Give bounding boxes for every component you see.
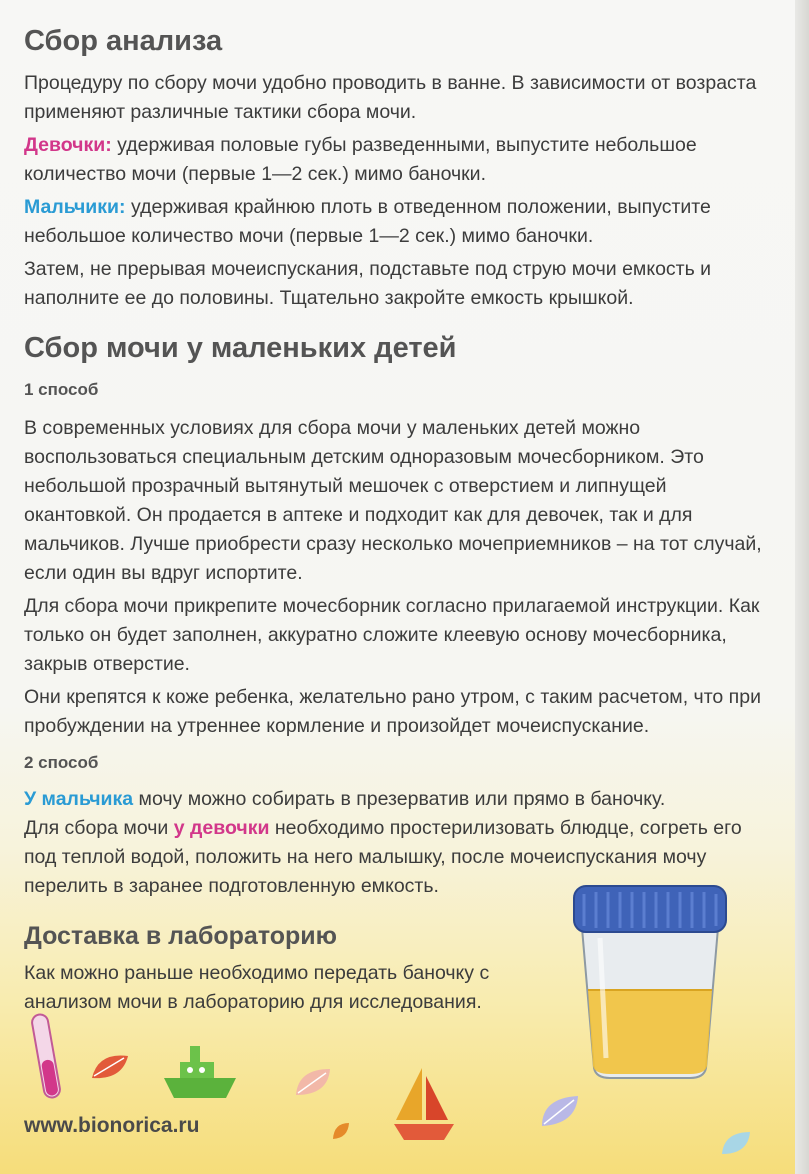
girls-label: Девочки:: [24, 133, 112, 156]
closing-paragraph: Затем, не прерывая мочеиспускания, подставьте под струю мочи емкость и наполните ее до половины. Тщательно закройте емкость крышкой.: [24, 257, 712, 309]
boy-text: мочу можно собирать в презерватив или прямо в баночку.: [133, 787, 666, 810]
specimen-jar-icon: [560, 878, 740, 1088]
method1-paragraph-3: Они крепятся к коже ребенка, желательно рано утром, с таким расчетом, что при пробуждении на утреннее кормление и произойдет мочеиспускание.: [24, 685, 761, 737]
section-title-delivery: Доставка в лабораторию: [24, 921, 338, 950]
content: [24, 24, 774, 1017]
leaf-icon: [292, 1065, 334, 1101]
girl-label: у девочки: [173, 816, 270, 839]
girls-text: удерживая половые губы разведенными, выпустите небольшое количество мочи (первые 1—2 сек.) мимо баночки.: [24, 133, 697, 185]
leaf-icon: [718, 1128, 754, 1158]
leaf-icon: [538, 1092, 582, 1132]
girls-paragraph: [24, 131, 774, 189]
delivery-paragraph: Как можно раньше необходимо передать баночку с анализом мочи в лабораторию для исследования.: [24, 961, 490, 1013]
section-title-collection: Сбор анализа: [24, 25, 223, 57]
method1-paragraph-1: В современных условиях для сбора мочи у маленьких детей можно воспользоваться специальным детским одноразовым мочесборником. Это небольшой прозрачный вытянутый мешочек с отверстием и липнущей окантовкой. Он продается в аптеке и подходит как для девочек, так и для мальчиков. Лучше приобрести сразу несколько мочеприемников – на тот случай, если один вы вдруг испортите.: [24, 416, 762, 584]
method1-paragraph-2: Для сбора мочи прикрепите мочесборник согласно прилагаемой инструкции. Как только он будет заполнен, аккуратно сложите клеевую основу мочесборника, закрыв отверстие.: [24, 594, 760, 675]
girl-text: необходимо простерилизовать блюдце, согреть его под теплой водой, положить на него малышку, после мочеиспускания мочу перелить в заранее подготовленную емкость.: [24, 816, 742, 897]
boys-label: Мальчики:: [24, 195, 126, 218]
method2-title: 2 способ: [24, 752, 99, 772]
leaf-icon: [88, 1050, 132, 1084]
footer-url[interactable]: www.bionorica.ru: [24, 1114, 200, 1137]
boy-label: У мальчика: [24, 787, 134, 810]
sailboat-icon: [388, 1062, 458, 1146]
method1-title: 1 способ: [24, 379, 99, 399]
boys-text: удерживая крайнюю плоть в отведенном положении, выпустите небольшое количество мочи (первые 1—2 сек.) мимо баночки.: [24, 195, 711, 247]
test-tube-icon: [28, 1010, 68, 1105]
girl-prefix: Для сбора мочи: [24, 816, 174, 839]
intro-paragraph: Процедуру по сбору мочи удобно проводить в ванне. В зависимости от возраста применяют различные тактики сбора мочи.: [24, 71, 757, 123]
leaf-icon: [330, 1120, 352, 1142]
section-title-small-children: Сбор мочи у маленьких детей: [24, 331, 457, 364]
boys-paragraph: [24, 193, 774, 251]
boat-icon: [160, 1040, 240, 1102]
page-edge: [795, 0, 809, 1174]
